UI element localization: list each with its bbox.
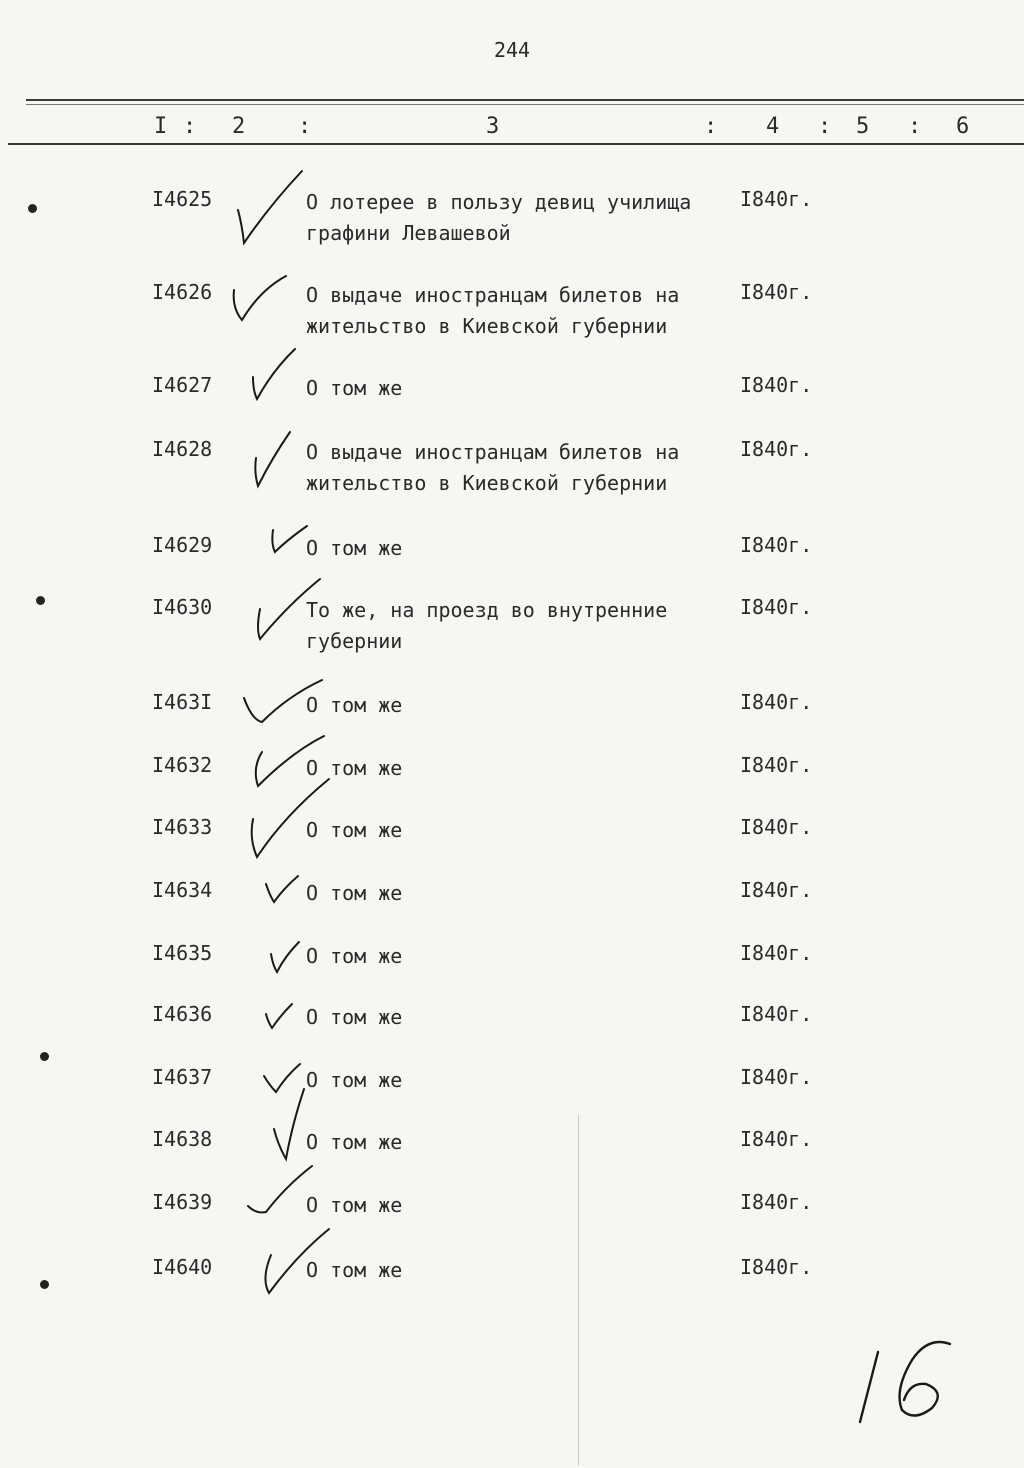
file-number: I4627 xyxy=(152,373,213,397)
file-description xyxy=(306,690,726,721)
file-description xyxy=(306,941,726,972)
file-year: I840г. xyxy=(740,280,813,304)
description-line-2: жительство в Киевской губернии xyxy=(306,314,668,338)
file-year: I840г. xyxy=(740,187,813,211)
punch-hole-mark xyxy=(36,596,45,605)
description-line-1: О лотерее в пользу девиц училища xyxy=(306,190,692,214)
file-year: I840г. xyxy=(740,753,813,777)
column-header-3: 3 xyxy=(486,114,500,139)
checkmark-icon xyxy=(245,345,305,405)
column-header-4: 4 xyxy=(766,114,780,139)
file-year: I840г. xyxy=(740,690,813,714)
description-line-1: О том же xyxy=(306,1193,403,1217)
file-year: I840г. xyxy=(740,533,813,557)
file-number: I4629 xyxy=(152,533,213,557)
checkmark-icon xyxy=(228,270,298,330)
file-description xyxy=(306,1255,726,1286)
punch-hole-mark xyxy=(40,1280,49,1289)
column-separator-4: : xyxy=(818,114,832,139)
description-line-1: О том же xyxy=(306,536,403,560)
header-rule-top xyxy=(26,99,1024,101)
column-header-1: I xyxy=(154,114,168,139)
header-rule-bottom xyxy=(8,143,1024,145)
checkmark-icon xyxy=(248,428,298,490)
checkmark-icon xyxy=(260,1000,300,1032)
column-separator-2: : xyxy=(298,114,312,139)
checkmark-icon xyxy=(258,1060,308,1096)
file-number: I4639 xyxy=(152,1190,213,1214)
file-description xyxy=(306,1190,726,1221)
description-line-1: О том же xyxy=(306,1258,403,1282)
file-number: I4625 xyxy=(152,187,213,211)
file-number: I4632 xyxy=(152,753,213,777)
description-line-1: О том же xyxy=(306,1068,403,1092)
column-header-6: 6 xyxy=(956,114,970,139)
file-number: I4633 xyxy=(152,815,213,839)
description-line-1: О том же xyxy=(306,693,403,717)
file-number: I463I xyxy=(152,690,213,714)
description-line-1: О том же xyxy=(306,1130,403,1154)
description-line-1: То же, на проезд во внутренние xyxy=(306,598,668,622)
file-year: I840г. xyxy=(740,1127,813,1151)
description-line-1: О выдаче иностранцам билетов на xyxy=(306,440,680,464)
checkmark-icon xyxy=(260,872,305,907)
description-line-1: О выдаче иностранцам билетов на xyxy=(306,283,680,307)
description-line-1: О том же xyxy=(306,881,403,905)
header-rule-top-thin xyxy=(26,104,1024,105)
file-description xyxy=(306,753,726,784)
file-description xyxy=(306,187,726,249)
file-number: I4626 xyxy=(152,280,213,304)
description-line-2: жительство в Киевской губернии xyxy=(306,471,668,495)
file-description xyxy=(306,437,726,499)
file-year: I840г. xyxy=(740,1255,813,1279)
file-description xyxy=(306,280,726,342)
file-year: I840г. xyxy=(740,437,813,461)
checkmark-icon xyxy=(230,165,310,250)
description-line-1: О том же xyxy=(306,818,403,842)
file-description xyxy=(306,533,726,564)
column-separator-3: : xyxy=(704,114,718,139)
file-description xyxy=(306,1065,726,1096)
description-line-2: губернии xyxy=(306,629,403,653)
description-line-1: О том же xyxy=(306,756,403,780)
file-description xyxy=(306,815,726,846)
column-header-2: 2 xyxy=(232,114,246,139)
file-year: I840г. xyxy=(740,815,813,839)
column-separator-1: : xyxy=(183,114,197,139)
page-number: 244 xyxy=(493,38,531,62)
file-number: I4635 xyxy=(152,941,213,965)
file-year: I840г. xyxy=(740,941,813,965)
file-number: I4628 xyxy=(152,437,213,461)
column-separator-5: : xyxy=(908,114,922,139)
file-number: I4636 xyxy=(152,1002,213,1026)
file-number: I4638 xyxy=(152,1127,213,1151)
file-year: I840г. xyxy=(740,373,813,397)
description-line-1: О том же xyxy=(306,1005,403,1029)
file-description xyxy=(306,1127,726,1158)
file-number: I4640 xyxy=(152,1255,213,1279)
checkmark-icon xyxy=(265,938,305,976)
file-number: I4637 xyxy=(152,1065,213,1089)
description-line-1: О том же xyxy=(306,376,403,400)
file-description xyxy=(306,595,726,657)
file-number: I4630 xyxy=(152,595,213,619)
file-description xyxy=(306,878,726,909)
file-description xyxy=(306,1002,726,1033)
description-line-1: О том же xyxy=(306,944,403,968)
file-year: I840г. xyxy=(740,595,813,619)
file-year: I840г. xyxy=(740,1065,813,1089)
column-header-5: 5 xyxy=(856,114,870,139)
description-line-2: графини Левашевой xyxy=(306,221,511,245)
handwritten-folio-number xyxy=(850,1330,970,1430)
file-description xyxy=(306,373,726,404)
column-header-row xyxy=(0,114,1024,142)
punch-hole-mark xyxy=(40,1052,49,1061)
file-year: I840г. xyxy=(740,1190,813,1214)
file-year: I840г. xyxy=(740,1002,813,1026)
scan-artifact-line xyxy=(578,1115,579,1465)
file-year: I840г. xyxy=(740,878,813,902)
punch-hole-mark xyxy=(28,204,37,213)
file-number: I4634 xyxy=(152,878,213,902)
